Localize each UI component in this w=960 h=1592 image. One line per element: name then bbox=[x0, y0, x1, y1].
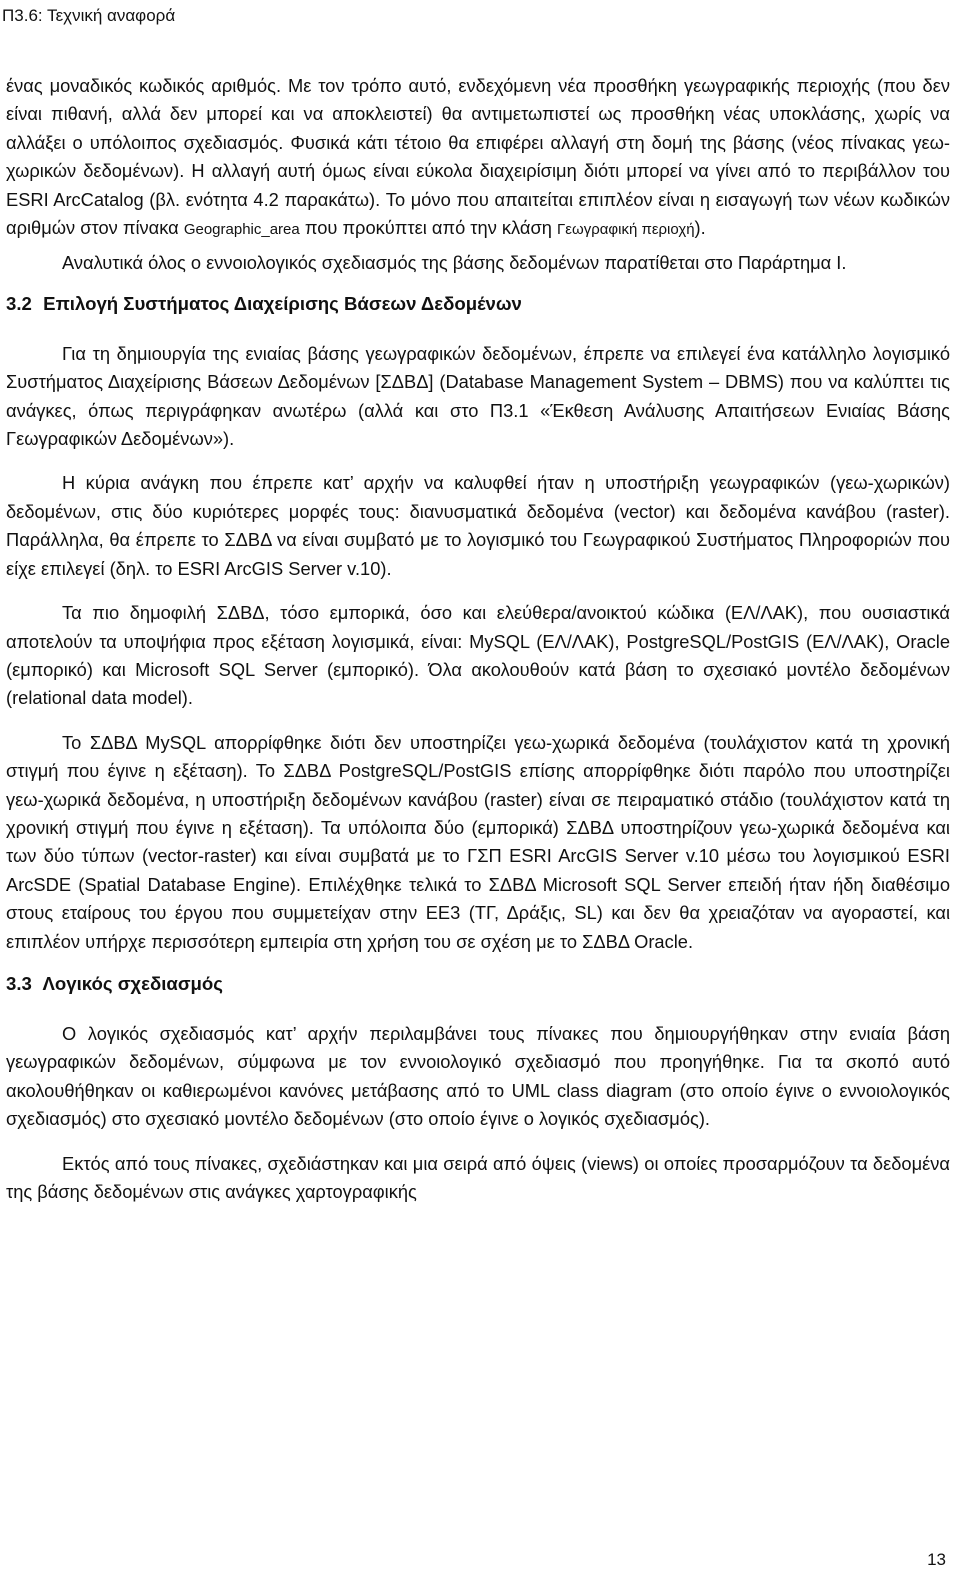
page-header-title: Π3.6: Τεχνική αναφορά bbox=[2, 6, 176, 25]
intro-text-c: ). bbox=[694, 217, 706, 239]
paragraph-spatial-support-need: Η κύρια ανάγκη που έπρεπε κατ’ αρχήν να καλυφθεί ήταν η υποστήριξη γεωγραφικών (γεω-χωρικών) δεδομένων, στις δύο κυριότερες μορφές τους: διανυσματικά δεδομένα (vector) και δεδομένα κανάβου (raster). Παράλληλα, θα έπρεπε το ΣΔΒΔ να είναι συμβατό με το λογισμικό του Γεωγραφικού Συστήματος Πληροφοριών που είχε επιλεγεί (δηλ. το ESRI ArcGIS Server v.10). bbox=[6, 472, 950, 579]
section-title: Επιλογή Συστήματος Διαχείρισης Βάσεων Δεδομένων bbox=[43, 292, 522, 314]
section-number: 3.2 bbox=[6, 292, 32, 314]
section-heading-3-2 bbox=[6, 290, 950, 318]
section-heading-3-3 bbox=[6, 970, 950, 998]
paragraph-intro-continuation bbox=[6, 72, 950, 244]
intro-text-b: που προκύπτει από την κλάση bbox=[304, 217, 552, 239]
paragraph-conceptual-design-appendix: Αναλυτικά όλος ο εννοιολογικός σχεδιασμός της βάσης δεδομένων παρατίθεται στο Παράρτημα Ι. bbox=[62, 252, 847, 274]
paragraph-views: Εκτός από τους πίνακες, σχεδιάστηκαν και μια σειρά από όψεις (views) οι οποίες προσαρμόζουν τα δεδομένα της βάσης δεδομένων στις ανάγκες χαρτογραφικής bbox=[6, 1152, 950, 1202]
paragraph-dbms-selection-intro: Για τη δημιουργία της ενιαίας βάσης γεωγραφικών δεδομένων, έπρεπε να επιλεγεί ένα κατάλληλο λογισμικό Συστήματος Διαχείρισης Βάσεων Δεδομένων [ΣΔΒΔ] (Database Management System – DBMS) που να καλύπτει τις ανάγκες, όπως περιγράφηκαν ανωτέρω (αλλά και στο Π3.1 «Έκθεση Ανάλυσης Απαιτήσεων Ενιαίας Βάσης Γεωγραφικών Δεδομένων»). bbox=[6, 342, 950, 450]
page-number: 13 bbox=[927, 1550, 946, 1569]
paragraph-candidate-dbms: Τα πιο δημοφιλή ΣΔΒΔ, τόσο εμπορικά, όσο και ελεύθερα/ανοικτού κώδικα (ΕΛ/ΛΑΚ), που ουσιαστικά αποτελούν τα υποψήφια προς εξέταση λογισμικά, είναι: MySQL (ΕΛ/ΛΑΚ), PostgreSQL/PostGIS (ΕΛ/ΛΑΚ), Oracle (εμπορικό) και Microsoft SQL Server (εμπορικό). Όλα ακολουθούν κατά βάση το σχεσιακό μοντέλο δεδομένων (relational data model). bbox=[6, 602, 950, 709]
paragraph-dbms-evaluation: Το ΣΔΒΔ MySQL απορρίφθηκε διότι δεν υποστηρίζει γεω-χωρικά δεδομένα (τουλάχιστον κατά τη χρονική στιγμή που έγινε η εξέταση). Το ΣΔΒΔ PostgreSQL/PostGIS επίσης απορρίφθηκε διότι παρόλο που υποστηρίζει γεω-χωρικά δεδομένα, η υποστήριξη δεδομένων κανάβου (raster) είναι σε πειραματικό στάδιο (τουλάχιστον κατά τη χρονική στιγμή που έγινε η εξέταση). Τα υπόλοιπα δύο (εμπορικά) ΣΔΒΔ υποστηρίζουν γεω-χωρικά δεδομένα και των δύο τύπων (vector-raster) και είναι συμβατά με το ΓΣΠ ESRI ArcGIS Server v.10 μέσω του λογισμικού ESRI ArcSDE (Spatial Database Engine). Επιλέχθηκε τελικά το ΣΔΒΔ Microsoft SQL Server επειδή ήταν ήδη διαθέσιμο στους εταίρους του έργου που συμμετείχαν στην ΕΕ3 (ΤΓ, Δράξις, SL) και δεν θα χρειαζόταν να αγοραστεί, και επιπλέον υπήρχε περισσότερη εμπειρία στη χρήση του σε σχέση με το ΣΔΒΔ Oracle. bbox=[6, 731, 950, 952]
intro-text-a: ένας μοναδικός κωδικός αριθμός. Με τον τρόπο αυτό, ενδεχόμενη νέα προσθήκη γεωγραφικής περιοχής (που δεν είναι πιθανή, αλλά δεν μπορεί και να αποκλειστεί) θα αντιμετωπιστεί ως προσθήκη νέας υποκλάσης, χωρίς να αλλάξει ο υπόλοιπος σχεδιασμός. Φυσικά κάτι τέτοιο θα επιφέρει αλλαγή στη δομή της βάσης (νέος πίνακας γεω-χωρικών δεδομένων). Η αλλαγή αυτή όμως είναι εύκολα διαχειρίσιμη διότι μπορεί να γίνει από το περιβάλλον του ESRI ArcCatalog (βλ. ενότητα 4.2 παρακάτω). Το μόνο που απαιτείται επιπλέον είναι η εισαγωγή των νέων κωδικών αριθμών στον πίνακα bbox=[6, 75, 950, 239]
class-name-geographic-region: Γεωγραφική περιοχή bbox=[557, 221, 695, 239]
document-body bbox=[6, 72, 950, 1206]
section-title: Λογικός σχεδιασμός bbox=[42, 972, 223, 994]
section-number: 3.3 bbox=[6, 972, 32, 994]
table-name-geographic-area: Geographic_area bbox=[183, 221, 300, 239]
paragraph-logical-design-intro: Ο λογικός σχεδιασμός κατ’ αρχήν περιλαμβάνει τους πίνακες που δημιουργήθηκαν στην ενιαία βάση γεωγραφικών δεδομένων, σύμφωνα με τον εννοιολογικό σχεδιασμό που προηγήθηκε. Για τα σκοπό αυτό ακολουθήθηκαν οι καθιερωμένοι κανόνες μετάβασης από το UML class diagram (στο οποίο έγινε ο εννοιολογικός σχεδιασμός) στο σχεσιακό μοντέλο δεδομένων (στο οποίο έγινε ο λογικός σχεδιασμός). bbox=[6, 1022, 950, 1130]
